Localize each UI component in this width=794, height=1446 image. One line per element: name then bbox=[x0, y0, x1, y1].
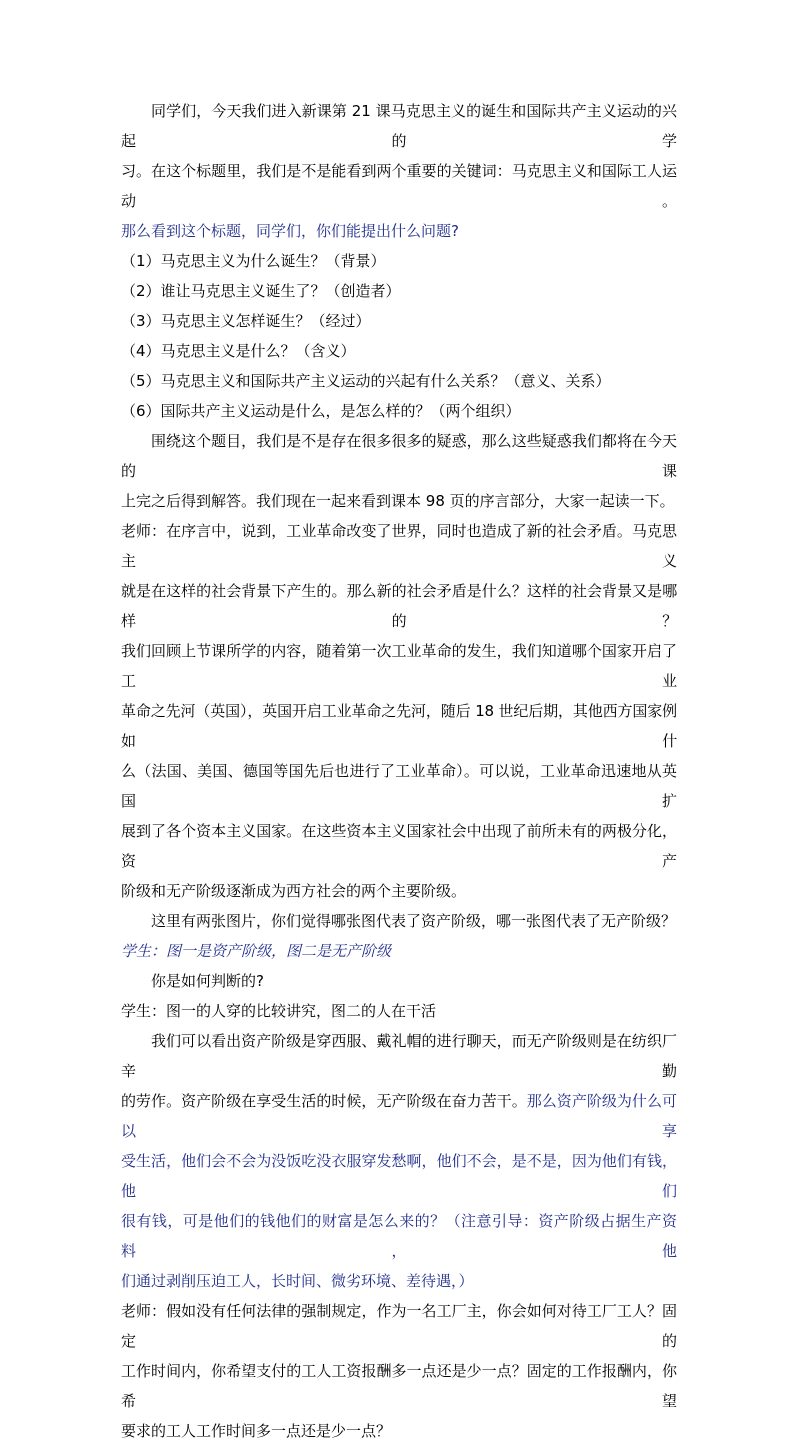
around-line-1: 围绕这个题目，我们是不是存在很多很多的疑惑，那么这些疑惑我们都将在今天的课 bbox=[121, 432, 677, 480]
question-2: （2）谁让马克思主义诞生了？（创造者） bbox=[121, 282, 401, 300]
intro-line-3 bbox=[121, 216, 677, 246]
intro-line-1: 同学们，今天我们进入新课第 21 课马克思主义的诞生和国际共产主义运动的兴起的学 bbox=[121, 102, 677, 150]
how-judge-question: 你是如何判断的? bbox=[151, 972, 264, 990]
teacher1-line-3: 我们回顾上节课所学的内容，随着第一次工业革命的发生，我们知道哪个国家开启了工业 bbox=[121, 642, 677, 690]
teacher2-line-2: 工作时间内，你希望支付的工人工资报酬多一点还是少一点？固定的工作报酬内，你希望 bbox=[121, 1362, 677, 1410]
teacher1-line-4: 革命之先河（英国），英国开启工业革命之先河，随后 18 世纪后期，其他西方国家例如什 bbox=[121, 702, 677, 750]
teacher2-line-3: 要求的工人工作时间多一点还是少一点？ bbox=[121, 1422, 392, 1440]
teacher1-line-1: 老师：在序言中，说到，工业革命改变了世界，同时也造成了新的社会矛盾。马克思主义 bbox=[121, 522, 677, 570]
teacher1-line-5: 么（法国、美国、德国等国先后也进行了工业革命）。可以说，工业革命迅速地从英国扩 bbox=[121, 762, 677, 810]
around-line-2: 上完之后得到解答。我们现在一起来看到课本 98 页的序言部分，大家一起读一下。 bbox=[121, 492, 675, 510]
see-line-1: 我们可以看出资产阶级是穿西服、戴礼帽的进行聊天，而无产阶级则是在纺织厂辛勤 bbox=[121, 1032, 677, 1080]
pictures-question: 这里有两张图片，你们觉得哪张图代表了资产阶级，哪一张图代表了无产阶级？ bbox=[151, 912, 677, 930]
lesson-transcript bbox=[121, 96, 677, 1446]
question-1: （1）马克思主义为什么诞生？（背景） bbox=[121, 252, 386, 270]
intro-line-3-c: ，同学们，你们能提出什么问题? bbox=[241, 222, 459, 240]
question-5: （5）马克思主义和国际共产主义运动的兴起有什么关系？（意义、关系） bbox=[121, 372, 611, 390]
intro-line-2: 习。在这个标题里，我们是不是能看到两个重要的关键词：马克思主义和国际工人运动。 bbox=[121, 162, 677, 210]
teacher1-line-2: 就是在这样的社会背景下产生的。那么新的社会矛盾是什么？这样的社会背景又是哪样的？ bbox=[121, 582, 677, 630]
see-line-3: 受生活，他们会不会为没饭吃没衣服穿发愁啊，他们不会，是不是，因为他们有钱，他们 bbox=[121, 1152, 677, 1200]
see-line-2 bbox=[121, 1086, 677, 1146]
student-answer-2: 学生：图一的人穿的比较讲究，图二的人在干活 bbox=[121, 1002, 437, 1020]
intro-line-3-a: 那么 bbox=[121, 222, 152, 240]
intro-line-3-b: 看到这个标题 bbox=[151, 222, 242, 240]
see-line-2-b: 那么资产阶级为什么可以享 bbox=[121, 1092, 677, 1140]
question-6: （6）国际共产主义运动是什么，是怎么样的？（两个组织） bbox=[121, 402, 521, 420]
student-answer-1: 学生：图一是资产阶级，图二是无产阶级 bbox=[121, 942, 392, 960]
question-3: （3）马克思主义怎样诞生？（经过） bbox=[121, 312, 371, 330]
teacher1-line-6: 展到了各个资本主义国家。在这些资本主义国家社会中出现了前所未有的两极分化，资产 bbox=[121, 822, 677, 870]
see-line-4: 很有钱，可是他们的钱他们的财富是怎么来的？（注意引导：资产阶级占据生产资料，他 bbox=[121, 1212, 677, 1260]
teacher1-line-7: 阶级和无产阶级逐渐成为西方社会的两个主要阶级。 bbox=[121, 882, 467, 900]
see-line-5: 们通过剥削压迫工人，长时间、微劣环境、差待遇，） bbox=[121, 1272, 474, 1290]
see-line-2-a: 的劳作。资产阶级在享受生活的时候，无产阶级在奋力苦干。 bbox=[121, 1092, 527, 1110]
teacher2-line-1: 老师：假如没有任何法律的强制规定，作为一名工厂主，你会如何对待工厂工人？固定的 bbox=[121, 1302, 677, 1350]
question-4: （4）马克思主义是什么？（含义） bbox=[121, 342, 356, 360]
